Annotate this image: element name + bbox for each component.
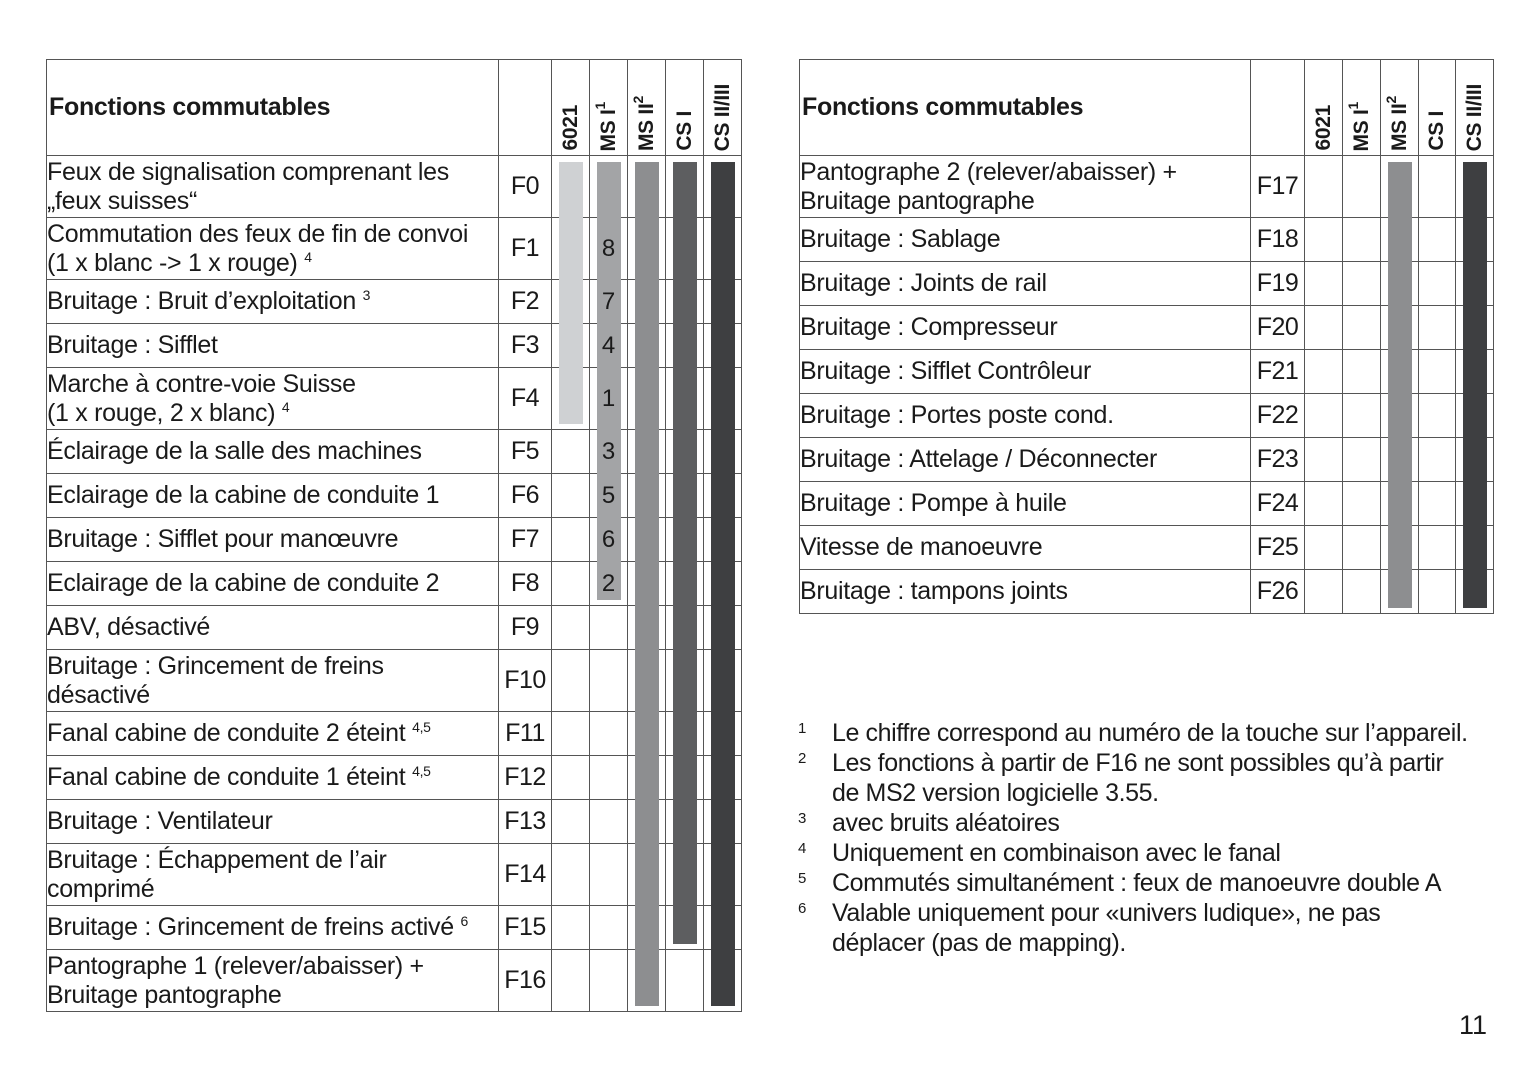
footnote-text: de MS2 version logicielle 3.55. (832, 779, 1159, 807)
support-cell-cs1 (1419, 306, 1456, 350)
footnote-text: Valable uniquement pour «univers ludique», ne pas (832, 899, 1381, 927)
function-description (800, 262, 1251, 306)
support-cell-6021 (1305, 482, 1343, 526)
function-code: F24 (1251, 482, 1305, 526)
footnote-ref: 4 (281, 398, 290, 415)
support-cell-ms1 (1343, 350, 1381, 394)
function-code: F25 (1251, 526, 1305, 570)
description-line-1: Bruitage : Portes poste cond. (800, 401, 1114, 429)
controller-header-ms2: MS $II^2$ (628, 60, 666, 156)
description-line-1: Eclairage de la cabine de conduite 2 (47, 569, 440, 597)
footnote-number: 2 (798, 750, 806, 767)
description-line-1: Bruitage : Grincement de freins activé (47, 913, 454, 941)
description-line-1: Fanal cabine de conduite 1 éteint (47, 763, 406, 791)
support-cell-6021 (552, 606, 590, 650)
description-line-2: comprimé (47, 874, 155, 903)
description-line-1: Marche à contre-voie Suisse (47, 369, 356, 398)
footnote-number: 4 (798, 840, 806, 857)
footnote (798, 898, 1498, 958)
function-code: F9 (499, 606, 552, 650)
description-line-1: Bruitage : tampons joints (800, 577, 1068, 605)
description-line-1: Bruitage : Compresseur (800, 313, 1058, 341)
support-cell-cs1 (1419, 156, 1456, 218)
footnote-text: Le chiffre correspond au numéro de la touche sur l’appareil. (832, 719, 1468, 747)
footnote-number: 1 (798, 720, 806, 737)
support-cell-ms1 (1343, 394, 1381, 438)
function-code: F4 (499, 368, 552, 430)
support-cell-6021 (552, 474, 590, 518)
key-number-overlay: 8 (601, 234, 616, 262)
function-description (47, 368, 499, 430)
description-line-1: Bruitage : Attelage / Déconnecter (800, 445, 1157, 473)
controller-header-ms1: MS $I^1$ (1343, 60, 1381, 156)
footnote-ref: 4,5 (412, 763, 431, 779)
description-line-1: Bruitage : Ventilateur (47, 807, 273, 835)
footnote (798, 748, 1498, 808)
description-line-1: Pantographe 1 (relever/abaisser) + (47, 951, 424, 980)
description-line-2: désactivé (47, 680, 150, 709)
function-description (800, 218, 1251, 262)
support-cell-6021 (552, 518, 590, 562)
footnote-text: Uniquement en combinaison avec le fanal (832, 839, 1281, 867)
function-description (800, 306, 1251, 350)
function-description (800, 350, 1251, 394)
controller-header-6021: 6021 (552, 60, 590, 156)
function-code: F17 (1251, 156, 1305, 218)
support-cell-cs1 (1419, 482, 1456, 526)
function-description (47, 844, 499, 906)
function-code: F21 (1251, 350, 1305, 394)
description-line-1: Commutation des feux de fin de convoi (47, 219, 469, 248)
footnote-text: Commutés simultanément : feux de manoeuvre double A (832, 869, 1442, 897)
description-line-1: Bruitage : Bruit d’exploitation (47, 287, 356, 315)
function-description (47, 518, 499, 562)
function-description (47, 712, 499, 756)
footnote-number: 6 (798, 900, 806, 917)
controller-header-cs23: CS II/III (1456, 60, 1494, 156)
support-bar-ms2 (635, 162, 659, 1006)
footnotes (798, 718, 1498, 958)
support-cell-6021 (552, 712, 590, 756)
description-line-1: Bruitage : Sifflet Contrôleur (800, 357, 1091, 385)
support-cell-ms1 (1343, 218, 1381, 262)
function-code: F0 (499, 156, 552, 218)
controller-header-ms2: MS $II^2$ (1381, 60, 1419, 156)
support-cell-6021 (1305, 526, 1343, 570)
function-code: F5 (499, 430, 552, 474)
key-number-overlay: 3 (601, 437, 616, 465)
controller-header-ms1: MS $I^1$ (590, 60, 628, 156)
support-cell-6021 (1305, 262, 1343, 306)
description-line-2: Bruitage pantographe (47, 980, 282, 1009)
support-cell-ms1 (590, 844, 628, 906)
footnote-ref: 4,5 (412, 719, 431, 735)
function-description (47, 800, 499, 844)
description-line-1: Bruitage : Pompe à huile (800, 489, 1067, 517)
function-description (800, 394, 1251, 438)
support-cell-6021 (552, 650, 590, 712)
support-cell-6021 (552, 844, 590, 906)
support-bar-cs23 (711, 162, 735, 1006)
key-number-overlay: 5 (601, 481, 616, 509)
key-number-overlay: 7 (601, 287, 616, 315)
code-header (499, 60, 552, 156)
support-bar-ms2 (1388, 162, 1412, 608)
page-number: 11 (1459, 1010, 1488, 1040)
function-code: F2 (499, 280, 552, 324)
function-description (800, 526, 1251, 570)
function-code: F15 (499, 906, 552, 950)
function-description (800, 570, 1251, 614)
footnote-number: 3 (798, 810, 806, 827)
footnote-text: avec bruits aléatoires (832, 809, 1060, 837)
controller-header-cs23: CS II/III (704, 60, 742, 156)
footnote-text: déplacer (pas de mapping). (832, 929, 1126, 957)
key-number-overlay: 1 (601, 384, 616, 412)
function-code: F13 (499, 800, 552, 844)
footnote-number: 5 (798, 870, 806, 887)
support-cell-6021 (1305, 438, 1343, 482)
key-number-overlay: 2 (601, 569, 616, 597)
description-line-1: Bruitage : Sifflet pour manœuvre (47, 525, 399, 553)
support-cell-ms1 (590, 650, 628, 712)
footnote-text: Les fonctions à partir de F16 ne sont possibles qu’à partir (832, 749, 1444, 777)
description-line-1: Eclairage de la cabine de conduite 1 (47, 481, 440, 509)
function-code: F12 (499, 756, 552, 800)
description-line-1: Bruitage : Sifflet (47, 331, 218, 359)
support-cell-6021 (1305, 394, 1343, 438)
support-cell-ms1 (590, 712, 628, 756)
description-line-1: Pantographe 2 (relever/abaisser) + (800, 157, 1177, 186)
support-cell-ms1 (1343, 570, 1381, 614)
table-title: Fonctions commutables (800, 60, 1251, 156)
function-code: F20 (1251, 306, 1305, 350)
controller-header-6021: 6021 (1305, 60, 1343, 156)
support-cell-ms1 (1343, 156, 1381, 218)
support-cell-6021 (1305, 570, 1343, 614)
description-line-1: Vitesse de manoeuvre (800, 533, 1043, 561)
support-cell-cs1 (1419, 218, 1456, 262)
footnote (798, 808, 1498, 838)
support-cell-6021 (552, 950, 590, 1012)
function-description (47, 606, 499, 650)
support-cell-cs1 (1419, 262, 1456, 306)
function-description (800, 156, 1251, 218)
function-code: F23 (1251, 438, 1305, 482)
function-code: F16 (499, 950, 552, 1012)
function-description (47, 280, 499, 324)
description-line-1: ABV, désactivé (47, 613, 211, 641)
description-line-1: Feux de signalisation comprenant les (47, 157, 449, 186)
function-code: F7 (499, 518, 552, 562)
support-cell-6021 (1305, 306, 1343, 350)
controller-header-cs1: CS I (1419, 60, 1456, 156)
support-cell-6021 (1305, 218, 1343, 262)
support-cell-cs1 (666, 950, 704, 1012)
function-code: F19 (1251, 262, 1305, 306)
function-code: F26 (1251, 570, 1305, 614)
function-code: F18 (1251, 218, 1305, 262)
support-cell-cs1 (1419, 438, 1456, 482)
controller-header-cs1: CS I (666, 60, 704, 156)
footnote (798, 868, 1498, 898)
support-cell-ms1 (590, 906, 628, 950)
function-code: F6 (499, 474, 552, 518)
function-code: F14 (499, 844, 552, 906)
support-cell-cs1 (1419, 350, 1456, 394)
function-code: F22 (1251, 394, 1305, 438)
description-line-1: Éclairage de la salle des machines (47, 437, 422, 465)
support-cell-ms1 (590, 800, 628, 844)
function-code: F3 (499, 324, 552, 368)
support-cell-6021 (1305, 156, 1343, 218)
support-cell-ms1 (590, 950, 628, 1012)
function-code: F1 (499, 218, 552, 280)
support-cell-ms1 (590, 756, 628, 800)
function-description (47, 906, 499, 950)
function-description (47, 756, 499, 800)
support-cell-6021 (1305, 350, 1343, 394)
description-line-2: „feux suisses“ (47, 186, 198, 215)
support-cell-ms1 (1343, 438, 1381, 482)
function-description (47, 430, 499, 474)
support-cell-ms1 (590, 606, 628, 650)
function-description (47, 156, 499, 218)
support-cell-6021 (552, 800, 590, 844)
code-header (1251, 60, 1305, 156)
footnote-ref: 6 (460, 913, 469, 929)
function-description (800, 438, 1251, 482)
support-bar-cs23 (1463, 162, 1487, 608)
function-description (47, 218, 499, 280)
support-cell-cs1 (1419, 526, 1456, 570)
support-cell-ms1 (1343, 482, 1381, 526)
support-cell-ms1 (1343, 262, 1381, 306)
function-code: F10 (499, 650, 552, 712)
footnote (798, 718, 1498, 748)
support-bar-6021 (559, 162, 583, 424)
description-line-1: Bruitage : Joints de rail (800, 269, 1047, 297)
description-line-1: Bruitage : Sablage (800, 225, 1001, 253)
support-cell-cs1 (1419, 570, 1456, 614)
function-code: F11 (499, 712, 552, 756)
description-line-1: Fanal cabine de conduite 2 éteint (47, 719, 406, 747)
table-title: Fonctions commutables (47, 60, 499, 156)
description-line-2: (1 x rouge, 2 x blanc) (47, 398, 276, 427)
description-line-1: Bruitage : Échappement de l’air (47, 845, 387, 874)
key-number-overlay: 6 (601, 525, 616, 553)
function-description (47, 950, 499, 1012)
function-description (47, 562, 499, 606)
footnote (798, 838, 1498, 868)
function-description (47, 474, 499, 518)
key-number-overlay: 4 (601, 331, 616, 359)
support-cell-ms1 (1343, 526, 1381, 570)
description-line-2: Bruitage pantographe (800, 186, 1035, 215)
support-cell-6021 (552, 906, 590, 950)
support-cell-6021 (552, 430, 590, 474)
description-line-2: (1 x blanc -> 1 x rouge) (47, 248, 298, 277)
function-code: F8 (499, 562, 552, 606)
function-description (800, 482, 1251, 526)
support-cell-ms1 (1343, 306, 1381, 350)
support-cell-6021 (552, 562, 590, 606)
support-cell-cs1 (1419, 394, 1456, 438)
support-cell-6021 (552, 756, 590, 800)
footnote-ref: 3 (362, 287, 371, 303)
footnote-ref: 4 (304, 248, 312, 265)
support-bar-cs1 (673, 162, 697, 944)
function-description (47, 324, 499, 368)
description-line-1: Bruitage : Grincement de freins (47, 651, 384, 680)
function-description (47, 650, 499, 712)
